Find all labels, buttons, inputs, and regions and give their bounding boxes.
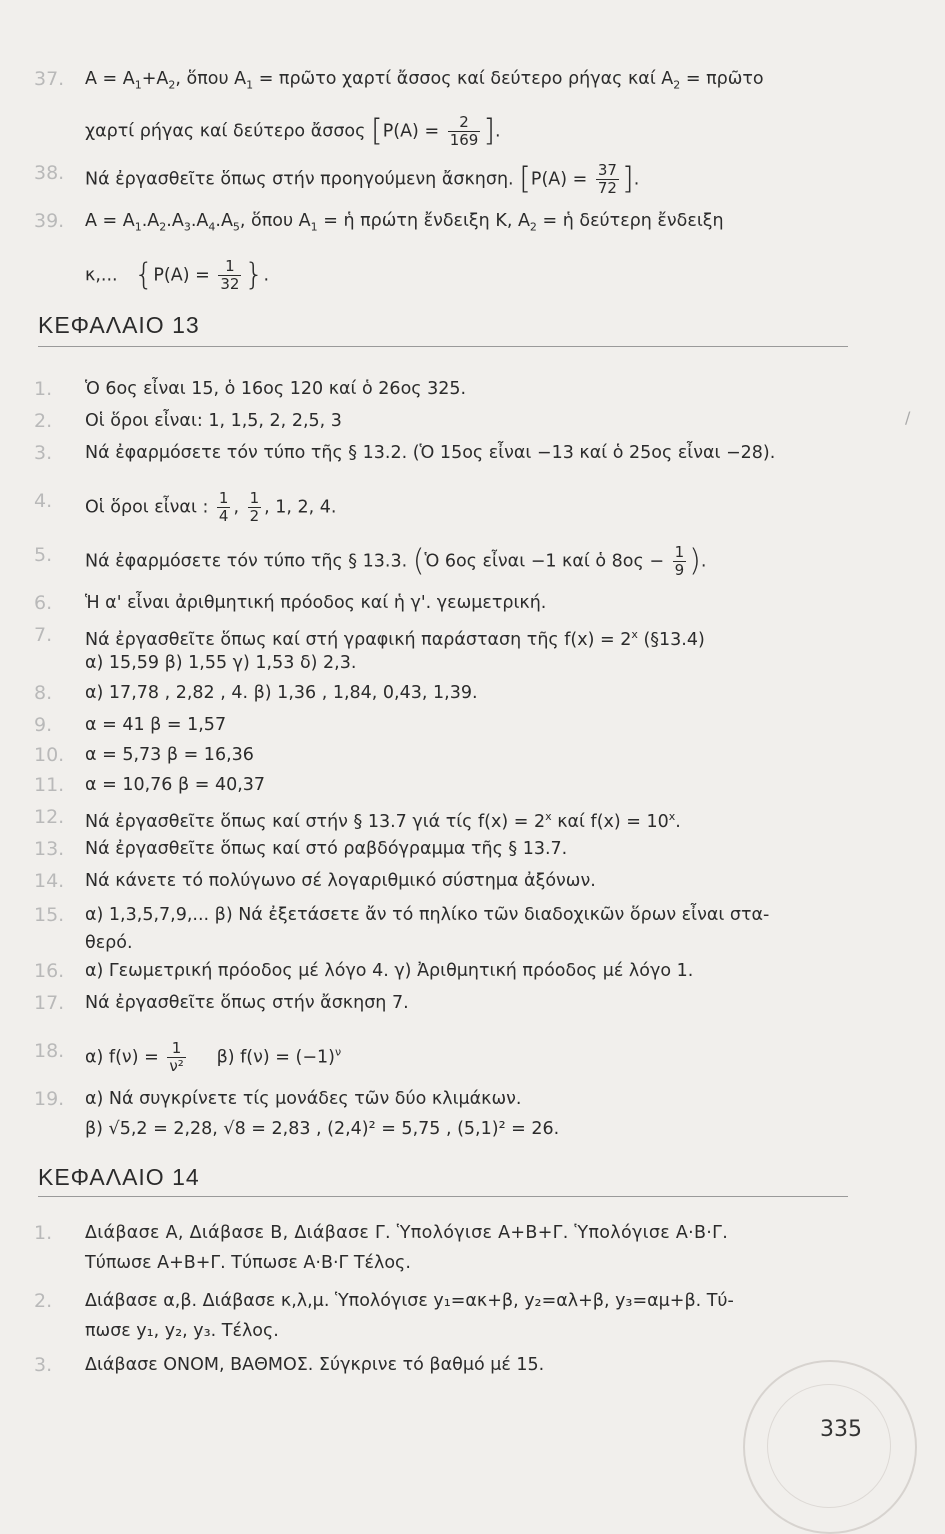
answer-37-line2: χαρτί ρήγας καί δεύτερο ἄσσος [P(A) = $\frac{2}{169}$ ]. <box>85 113 501 149</box>
answer-38: Νά ἐργασθεῖτε ὅπως στήν προηγούμενη ἄσκηση. [P(A) = $\frac{37}{72}$ ]. <box>85 161 640 197</box>
fraction: $\frac{2}{169}$ <box>449 113 479 149</box>
answer-13-10: α = 5,73 β = 16,36 <box>85 745 254 765</box>
answer-37-line1: $A = A_1+A_2$, ὅπου $A_1$ = πρῶτο χαρτί ἄσσος καί δεύτερο ρήγας καί $A_2$ = πρῶτο <box>85 69 764 92</box>
exercise-number: 9. <box>34 714 53 736</box>
exercise-number: 3. <box>34 442 53 464</box>
pencil-mark: / <box>905 408 911 427</box>
answer-13-6: Ἡ α' εἶναι ἀριθμητική πρόοδος καί ἡ γ'. γεωμετρική. <box>85 593 547 613</box>
stamp-inner-ring <box>767 1384 891 1508</box>
answer-13-13: Νά ἐργασθεῖτε ὅπως καί στό ραβδόγραμμα τῆς § 13.7. <box>85 839 568 859</box>
answer-14-2-line1: Διάβασε α,β. Διάβασε κ,λ,μ. Ὑπολόγισε y₁=ακ+β, y₂=αλ+β, y₃=αμ+β. Τύ- <box>85 1291 734 1311</box>
chapter-14-heading: ΚΕΦΑΛΑΙΟ 14 <box>38 1164 200 1190</box>
answer-13-15-line1: α) 1,3,5,7,9,... β) Νά ἐξετάσετε ἄν τό πηλίκο τῶν διαδοχικῶν ὅρων εἶναι στα- <box>85 905 770 925</box>
answer-13-2: Οἱ ὅροι εἶναι: 1, 1,5, 2, 2,5, 3 <box>85 411 342 431</box>
fraction: $\frac{37}{72}$ <box>597 161 617 197</box>
answer-13-12: Νά ἐργασθεῖτε ὅπως καί στήν § 13.7 γιά τίς $f(x) = 2^x$ καί $f(x) = 10^x$. <box>85 810 681 832</box>
exercise-number: 1. <box>34 1222 53 1244</box>
fraction: $\frac{1}{\text{ν²}}$ <box>169 1039 184 1075</box>
fraction: $\frac{1}{32}$ <box>220 257 240 293</box>
exercise-number: 19. <box>34 1088 65 1110</box>
answer-39-line1: $A = A_1.A_2.A_3.A_4.A_5$, ὅπου $A_1$ = ἡ πρώτη ἔνδειξη K, $A_2$ = ἡ δεύτερη ἔνδειξη <box>85 211 724 234</box>
exercise-number: 15. <box>34 904 65 926</box>
exercise-number: 5. <box>34 544 53 566</box>
exercise-number: 38. <box>34 162 65 184</box>
exercise-number: 39. <box>34 210 65 232</box>
exercise-number: 6. <box>34 592 53 614</box>
divider <box>38 1196 848 1197</box>
answer-13-16: α) Γεωμετρική πρόοδος μέ λόγο 4. γ) Ἀριθμητική πρόοδος μέ λόγο 1. <box>85 961 694 981</box>
page-number: 335 <box>820 1417 862 1442</box>
answer-13-3: Νά ἐφαρμόσετε τόν τύπο τῆς § 13.2. (Ὁ 15ος εἶναι −13 καί ὁ 25ος εἶναι −28). <box>85 443 776 463</box>
answer-13-5: Νά ἐφαρμόσετε τόν τύπο τῆς § 13.3. (Ὁ 6ος εἶναι −1 καί ὁ 8ος − $\frac{1}{9}$ ). <box>85 543 707 579</box>
exercise-number: 4. <box>34 490 53 512</box>
exercise-number: 3. <box>34 1354 53 1376</box>
exercise-number: 37. <box>34 68 65 90</box>
divider <box>38 346 848 347</box>
exercise-number: 10. <box>34 744 65 766</box>
answer-13-1: Ὁ 6ος εἶναι 15, ὁ 16ος 120 καί ὁ 26ος 325. <box>85 379 467 399</box>
answer-13-8: α) 17,78 , 2,82 , 4. β) 1,36 , 1,84, 0,43, 1,39. <box>85 683 478 703</box>
answer-13-19-line2: β) √5,2 = 2,28, √8 = 2,83 , (2,4)² = 5,75 , (5,1)² = 26. <box>85 1119 560 1139</box>
answer-14-2-line2: πωσε y₁, y₂, y₃. Τέλος. <box>85 1321 279 1341</box>
fraction: $\frac{1}{2}$ <box>249 489 260 525</box>
answer-39-line2: κ,... {P(A) = $\frac{1}{32}$ }. <box>85 257 270 293</box>
answer-13-9: α = 41 β = 1,57 <box>85 715 227 735</box>
answer-13-7-line1: Νά ἐργασθεῖτε ὅπως καί στή γραφική παράσταση τῆς $f(x) = 2^x$ (§13.4) <box>85 628 705 650</box>
exercise-number: 18. <box>34 1040 65 1062</box>
answer-13-11: α = 10,76 β = 40,37 <box>85 775 266 795</box>
answer-14-1-line2: Τύπωσε A+B+Γ. Τύπωσε A·B·Γ Τέλος. <box>85 1253 411 1273</box>
answer-13-17: Νά ἐργασθεῖτε ὅπως στήν ἄσκηση 7. <box>85 993 409 1013</box>
answer-13-15-line2: θερό. <box>85 933 133 953</box>
exercise-number: 11. <box>34 774 65 796</box>
answer-13-19-line1: α) Νά συγκρίνετε τίς μονάδες τῶν δύο κλιμάκων. <box>85 1089 522 1109</box>
library-stamp <box>743 1360 917 1534</box>
answer-13-4: Οἱ ὅροι εἶναι : $\frac{1}{4}$ , $\frac{1}{2}$ , 1, 2, 4. <box>85 489 337 525</box>
fraction: $\frac{1}{4}$ <box>218 489 229 525</box>
answer-13-7-line2: α) 15,59 β) 1,55 γ) 1,53 δ) 2,3. <box>85 653 357 673</box>
exercise-number: 2. <box>34 1290 53 1312</box>
chapter-13-heading: ΚΕΦΑΛΑΙΟ 13 <box>38 312 200 338</box>
fraction: $\frac{1}{9}$ <box>674 543 685 579</box>
exercise-number: 7. <box>34 624 53 646</box>
exercise-number: 12. <box>34 806 65 828</box>
exercise-number: 17. <box>34 992 65 1014</box>
answer-14-3: Διάβασε ΟΝΟΜ, ΒΑΘΜΟΣ. Σύγκρινε τό βαθμό μέ 15. <box>85 1355 545 1375</box>
answer-13-18: α) f(ν) = $\frac{1}{\text{ν²}}$ β) $f(\nu) = (-1)^\nu$ <box>85 1039 342 1075</box>
answer-13-14: Νά κάνετε τό πολύγωνο σέ λογαριθμικό σύστημα ἀξόνων. <box>85 871 596 891</box>
exercise-number: 2. <box>34 410 53 432</box>
exercise-number: 1. <box>34 378 53 400</box>
exercise-number: 8. <box>34 682 53 704</box>
exercise-number: 13. <box>34 838 65 860</box>
exercise-number: 16. <box>34 960 65 982</box>
answer-14-1-line1: Διάβασε A, Διάβασε B, Διάβασε Γ. Ὑπολόγισε A+B+Γ. Ὑπολόγισε A·B·Γ. <box>85 1223 729 1243</box>
exercise-number: 14. <box>34 870 65 892</box>
